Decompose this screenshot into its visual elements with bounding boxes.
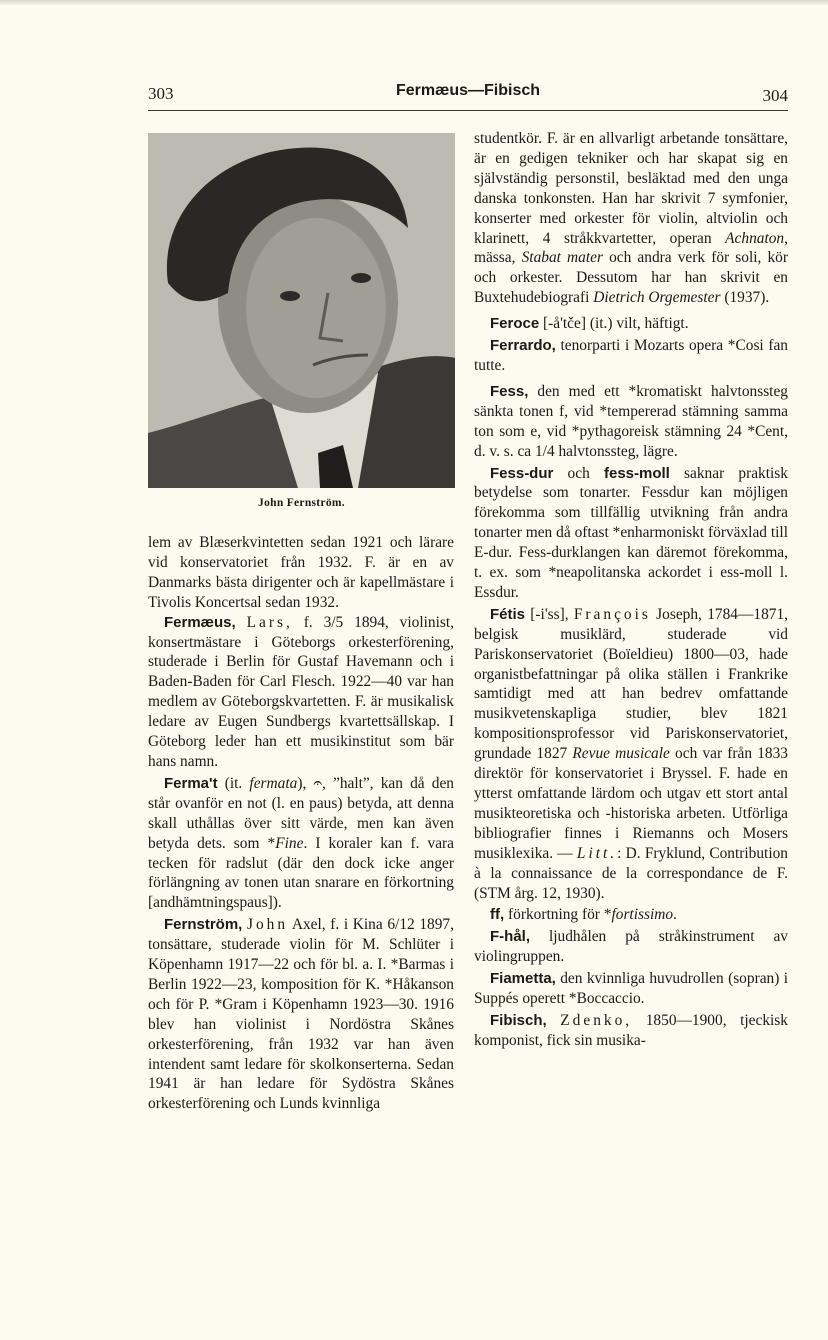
entry-text: f. 3/5 1894, violinist, konsertmästare i Göteborgs orkesterförening, studerade i Berlin för Gustaf Havemann och i Baden-Baden för Carl Flesch. 1922—40 var han medlem av Göteborgskvartetten. F. är musikalisk ledare av Eugen Sundbergs kvartettsällskap. I Göteborg leder han ett musikinstitut som bär hans namn. xyxy=(148,613,454,770)
entry-text: Axel, f. i Kina 6/12 1897, tonsättare, studerade violin för M. Schlüter i Köpenhamn 1917—22 och för bl. a. I. *Barmas i Berlin 1922—23, komposition för K. *Håkanson och för P. *Gram i Köpenhamn 1923—30. 1916 blev han violinist i Nordöstra Skånes orkesterförening, från 1932 var han även intendent samt ledare för skolkonserterna. Sedan 1941 är han ledare för Sydöstra Skånes orkesterförening och Lunds kvinnliga xyxy=(148,916,454,1113)
italic-term: Litt. xyxy=(576,844,618,862)
entry-text: , mässa, xyxy=(474,229,788,267)
headword: Ferrardo, xyxy=(490,337,556,355)
portrait-illustration xyxy=(148,133,455,488)
spaced-name: Zdenko, xyxy=(560,1011,633,1029)
entry-text: ), 𝄐, ”halt”, kan då den står ovanför en not (l. en paus) betyda, att denna skall uthållas över sitt värde, men kan även betyda dets. som * xyxy=(148,774,454,852)
headword: F-hål, xyxy=(490,928,530,946)
italic-term: Revue musicale xyxy=(572,745,670,763)
entry-text: 1850—1900, tjeckisk komponist, fick sin musika- xyxy=(474,1011,788,1049)
italic-term: fermata xyxy=(249,774,298,792)
entry-feroce xyxy=(474,314,788,334)
entry-text: och var från 1833 direktör för konservatoriet i Bryssel. F. hade en ytterst omfattande lärdom och utgav ett stort antal musikteoretiska och -historiska arbeten. Utförliga bibliografier finnes i Riemanns och Mosers musiklexika. — xyxy=(474,745,788,862)
entry-text: och xyxy=(553,464,604,482)
spaced-name: Lars, xyxy=(246,613,293,631)
spaced-name: John xyxy=(247,916,289,934)
headword: fess-moll xyxy=(603,464,670,482)
portrait-photo xyxy=(148,133,455,488)
left-column xyxy=(148,533,454,1114)
entry-fess xyxy=(474,382,788,462)
page-header xyxy=(148,80,788,112)
entry-fernstrom xyxy=(148,915,454,1114)
spaced-name: François xyxy=(573,605,651,623)
running-title: Fermæus—Fibisch xyxy=(395,82,541,99)
entry-text: förkortning för * xyxy=(504,906,612,924)
entry-text: Joseph, 1784—1871, belgisk musiklärd, studerade vid Pariskonservatoriet (Boïeldieu) 1800—03, hade organistbefattningar på olika ställen i Frankrike samtidigt med att han bedrev omfattande musikvetenskapliga studier, blev 1821 kompositionsprofessor vid Pariskonservatoriet, grundade 1827 xyxy=(474,605,788,763)
entry-fiametta xyxy=(474,969,788,1009)
entry-text: ljudhålen på stråkinstrument av violingruppen. xyxy=(474,928,788,966)
continuation-text: lem av Blæserkvintetten sedan 1921 och lärare vid konservatoriet från 1932. F. är en av Danmarks bästa dirigenter och är kapellmästare i Tivolis Koncertsal sedan 1932. xyxy=(148,534,454,611)
italic-term: Achnaton xyxy=(725,229,785,247)
page-number-right: 304 xyxy=(762,86,788,105)
entry-ferrardo xyxy=(474,336,788,376)
headword: Feroce xyxy=(490,315,540,333)
entry-fetis xyxy=(474,605,788,904)
entry-f-hal xyxy=(474,927,788,967)
entry-text: (1937). xyxy=(720,289,770,307)
entry-text: . xyxy=(673,906,677,924)
italic-term: Fine xyxy=(275,834,304,852)
entry-text: saknar praktisk betydelse som tonarter. Fessdur kan möjligen förekomma som tillfällig utvikning från andra tonarter men då oftast *enharmoniskt förväxlad till E-dur. Fess-durklangen kan däremot förekomma, t. ex. som *neapolitanska ackordet i ess-moll l. Essdur. xyxy=(474,464,788,601)
italic-term: Dietrich Orgemester xyxy=(593,289,721,307)
headword: Fermæus, xyxy=(164,613,236,631)
entry-text: [-å'tče] (it.) vilt, häftigt. xyxy=(539,315,689,333)
entry-text: . I koraler kan f. vara tecken för radslut (där den dock icke anger förlängning av tonen utan snarare en förkortning [andhämtningspaus]). xyxy=(148,834,454,912)
headword: Fess, xyxy=(490,382,529,400)
entry-text: studentkör. F. är en allvarligt arbetande tonsättare, är en gedigen tekniker och har skapat sig en självständig personstil, besläktad med den unga danska tonkonsten. Han har skrivit 7 symfonier, konserter med orkester för violin, altviolin och klarinett, 4 stråkkvartetter, operan xyxy=(474,130,788,247)
entry-ff xyxy=(474,905,788,925)
page-top-shadow xyxy=(0,0,828,6)
headword: Fiametta, xyxy=(490,970,556,988)
right-column xyxy=(474,129,788,1051)
entry-text: [-i'ss], xyxy=(525,605,574,623)
italic-term: Stabat mater xyxy=(521,249,603,267)
entry-fess-dur xyxy=(474,464,788,603)
headword: Fibisch, xyxy=(490,1011,547,1029)
headword: Fernström, xyxy=(164,916,243,934)
headword: Ferma't xyxy=(164,774,218,792)
headword: Fess-dur xyxy=(490,464,554,482)
entry-text: den kvinnliga huvudrollen (sopran) i Suppés operett *Boccaccio. xyxy=(474,970,788,1008)
italic-term: fortissimo xyxy=(611,906,674,924)
header-rule xyxy=(148,110,788,111)
entry-text: tenorparti i Mozarts opera *Cosi fan tutte. xyxy=(474,337,788,374)
entry-text: : D. Fryklund, Contribution à la connaissance de la correspondance de F. (STM årg. 12, 1930). xyxy=(474,844,788,902)
page-number-left: 303 xyxy=(148,84,174,103)
entry-fibisch xyxy=(474,1011,788,1051)
entry-text: (it. xyxy=(217,774,250,792)
entry-fermaeus xyxy=(148,613,454,772)
entry-text: den med ett *kromatiskt halvtonssteg sänkta tonen f, vid *tempererad stämning samma ton som e, vid *pythagoreisk stämning 24 *Cent, d. v. s. ca 1/4 halvtonssteg, lägre. xyxy=(474,382,788,460)
entry-text: och andra verk för soli, kör och orkester. Dessutom har han skrivit en Buxtehudebiografi xyxy=(474,249,788,307)
continuation-text xyxy=(474,129,788,308)
entry-fermat xyxy=(148,774,454,913)
photo-caption: John Fernström. xyxy=(258,497,345,509)
headword: Fétis xyxy=(490,605,526,623)
headword: ff, xyxy=(490,906,505,924)
